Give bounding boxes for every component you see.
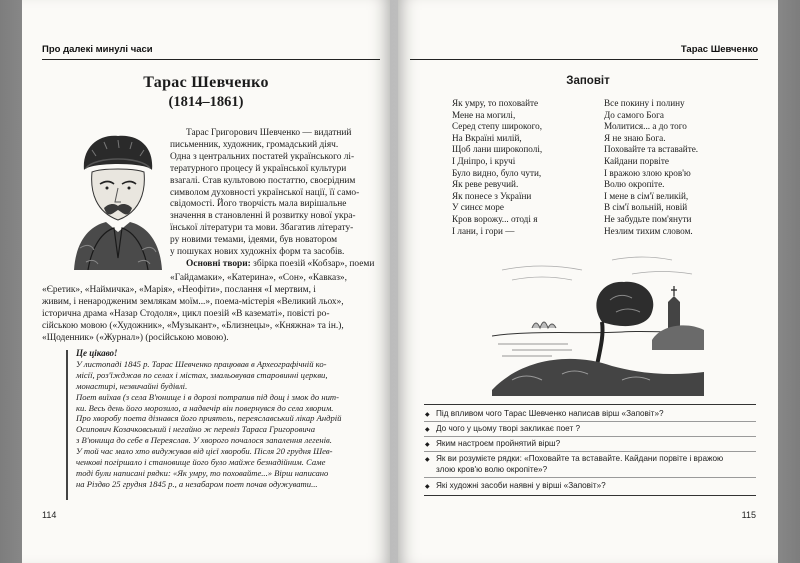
works-list <box>42 273 380 344</box>
shevchenko-portrait-illustration <box>56 128 180 270</box>
bio-line: Одна з центральних постатей українського лі- <box>170 151 355 162</box>
poem-line: І мене в сім'ї великій, <box>604 190 689 201</box>
poem-line: До самого Бога <box>604 109 664 120</box>
bio-line: письменник, художник, громадський діяч. <box>170 139 339 150</box>
poem-line: Серед степу широкого, <box>452 121 543 132</box>
bio-line: тературного процесу й української культури <box>170 163 347 174</box>
question-item: ◆ Під впливом чого Тарас Шевченко написав вірш «Заповіт»? <box>436 409 748 420</box>
poem-line: На Вкраїні милій, <box>452 132 522 143</box>
question-divider <box>424 421 756 422</box>
fact-sidebar-bar <box>66 350 68 500</box>
works-line: сійською мовою («Художник», «Музыкант», «Близнецы», «Княжна» та ін.), <box>42 320 344 331</box>
fact-line: Поет виїхав (з села В'юнище і в дорозі потрапив під дощ і змок до нит- <box>76 391 339 402</box>
poem-line: У синєє море <box>452 202 504 213</box>
question-divider <box>424 477 756 478</box>
life-years: (1814–1861) <box>168 94 244 110</box>
bio-line: свідомості. Його творчість мала вирішальне <box>170 199 347 210</box>
works-line <box>170 259 378 271</box>
fact-line: У той час мало хто видужував від цієї хвороби. Після 20 грудня Шев- <box>76 446 333 457</box>
poem-line: Щоб лани широкополі, <box>452 144 543 155</box>
works-line: «Гайдамаки», «Катерина», «Сон», «Кавказ», <box>170 273 347 283</box>
poem-line: Як понесе з України <box>452 190 532 201</box>
poem-line: Все покину і полину <box>604 98 685 108</box>
question-item: ◆ До чого у цьому творі закликає поет ? <box>436 424 748 435</box>
poem-line: Молитися... а до того <box>604 121 687 132</box>
question-divider <box>424 436 756 437</box>
fact-heading: Це цікаво! <box>76 348 118 358</box>
poem-column-right <box>604 98 698 237</box>
steppe-landscape-illustration <box>492 240 704 396</box>
page-number-right: 115 <box>741 510 756 520</box>
question-divider <box>424 451 756 452</box>
header-rule-left <box>42 59 380 60</box>
fact-line: тоді були написані рядки: «Як умру, то поховайте...» Вірш написано <box>76 467 329 478</box>
works-line: «Єретик», «Наймичка», «Марія», «Неофіти», послання «І мертвим, і <box>42 284 316 295</box>
poem-line: Незлим тихим словом. <box>604 225 693 236</box>
poem-line: Як реве ревучий. <box>452 179 519 190</box>
poem-line: Кайдани порвіте <box>604 155 669 166</box>
works-line: живим, і ненародженим землякам моїм...», поема-містерія «Великий льох», <box>42 296 344 307</box>
page-number-left: 114 <box>42 510 57 520</box>
left-page <box>22 0 390 563</box>
right-page <box>398 0 778 563</box>
bio-line: Тарас Григорович Шевченко — видатний <box>186 128 352 138</box>
works-line: «Щоденник» («Журнал») (російською мовою). <box>42 332 229 343</box>
poem-title: Заповіт <box>566 75 610 87</box>
poem-line: Поховайте та вставайте. <box>604 144 699 155</box>
poem-line: Було видно, було чути, <box>452 167 542 178</box>
bio-line: значення в становленні й розвитку нової укра- <box>170 211 356 222</box>
poem-line: Кров ворожу... отоді я <box>452 213 538 224</box>
bio-line: взагалі. Став культовою постаттю, своєрідним <box>170 175 356 186</box>
running-head-left: Про далекі минулі часи <box>42 44 153 55</box>
poem-line: Не забудьте пом'янути <box>604 213 692 224</box>
fact-line: Осипович Козачковський і негайно ж перевіз Тараса Григоровича <box>76 424 316 435</box>
header-rule-right <box>410 59 758 60</box>
poem-line: Волю окропіте. <box>604 179 665 190</box>
fact-line: У листопаді 1845 р. Тарас Шевченко працював в Археографічній ко- <box>76 358 327 369</box>
poem-line: Як умру, то поховайте <box>452 98 539 108</box>
poem-line: Я не знаю Бога. <box>604 132 666 143</box>
fact-line: ки. Весь день його морозило, а надвечір він повернувся до села хворим. <box>76 402 334 413</box>
bio-line: у пошуках нових художніх форм та засобів. <box>170 247 345 258</box>
poem-line: В сім'ї вольній, новій <box>604 202 688 213</box>
poem-column-left <box>452 98 542 237</box>
fact-line: з В'юнища до себе в Переяслав. У хворого почалося запалення легенів. <box>76 435 332 446</box>
fact-line: місії, роз'їжджав по селах і містах, змальовував старовинні церкви, <box>76 369 328 380</box>
fact-line: Про хворобу поета дізнався його приятель, переяславський лікар Андрій <box>76 413 342 424</box>
fact-line: ченкові погіршало і становище його було майже безнадійним. Саме <box>76 457 326 468</box>
bio-line: символом духовності української нації, її само- <box>170 187 360 198</box>
fact-line: на Різдво 25 грудня 1845 р., а незабаром поет почав одужувати... <box>76 478 318 489</box>
question-item <box>436 454 748 475</box>
page-title: Тарас Шевченко <box>143 74 269 91</box>
question-line: злою кров'ю волю окропіте»? <box>436 464 548 474</box>
bio-line: їнської літератури та мови. Збагатив літерату- <box>170 223 354 234</box>
works-label: Основні твори: <box>186 258 251 269</box>
biography-intro <box>170 128 378 271</box>
works-first: збірка поезій «Кобзар», поеми <box>253 258 375 269</box>
poem-line: Мене на могилі, <box>452 109 516 120</box>
bio-line: ру новими темами, ідеями, був новатором <box>170 235 338 246</box>
poem-line: І лани, і гори — <box>452 225 515 236</box>
poem-line: І вражою злою кров'ю <box>604 167 691 178</box>
question-item: ◆ Яким настроєм пройнятий вірш? <box>436 439 748 450</box>
question-line: ◆ Як ви розумієте рядки: «Поховайте та вставайте. Кайдани порвіте і вражою <box>436 454 724 463</box>
fact-line: монастирі, незвичайні будівлі. <box>76 380 188 391</box>
question-item: ◆ Які художні засоби наявні у вірші «Заповіт»? <box>436 481 748 492</box>
running-head-right: Тарас Шевченко <box>680 44 758 55</box>
poem-line: І Дніпро, і кручі <box>452 155 516 166</box>
fun-fact-box <box>76 348 376 490</box>
questions-box <box>424 404 756 496</box>
works-line: історична драма «Назар Стодоля», цикл поезій «В казематі», повісті ро- <box>42 308 330 319</box>
